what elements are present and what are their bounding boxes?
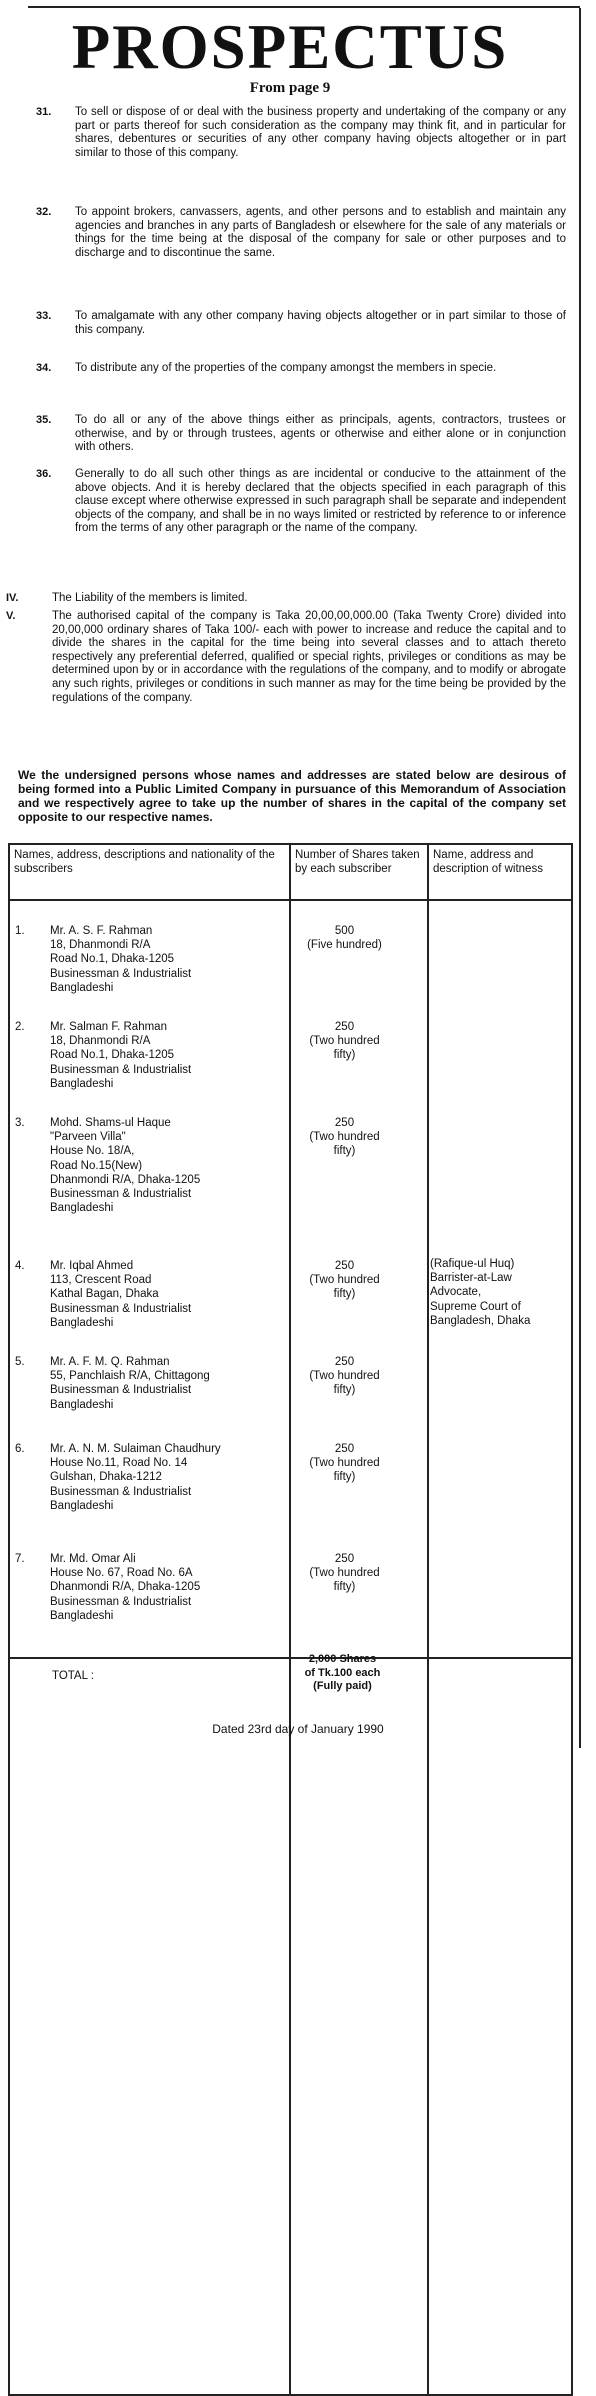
subscriber-line: Businessman & Industrialist: [50, 1485, 192, 1498]
clause-33: [36, 310, 566, 337]
clause-text: To appoint brokers, canvassers, agents, and other persons and to establish and maintain any agencies and branches in any parts of Bangladesh or elsewhere for the sale of any materials or things for the time being at the disposal of the company for sale or other purposes and to discharge and to discontinue the same.: [75, 206, 566, 259]
shares-line: 250: [334, 1553, 355, 1565]
clause-number: 31.: [36, 106, 52, 118]
subscriber-line: 18, Dhanmondi R/A: [50, 939, 151, 952]
subscriber-details: [50, 1552, 280, 1623]
clause-34: [36, 362, 566, 376]
shares-line: 250: [334, 1260, 355, 1272]
shares-line: 250: [334, 1021, 355, 1033]
clause-35: [36, 414, 566, 455]
clause-36: [36, 468, 566, 536]
shares-line: (Five hundred): [307, 939, 382, 952]
clause-31: [36, 106, 566, 160]
shares-line: (Two hundred: [309, 1274, 380, 1287]
shares-line: fifty): [333, 1581, 356, 1594]
clause-number: 35.: [36, 414, 52, 426]
total-line: (Fully paid): [313, 1680, 372, 1693]
subscriber-line: Businessman & Industrialist: [50, 1188, 192, 1201]
witness-line: Supreme Court of: [430, 1300, 521, 1313]
shares-taken: [288, 1020, 401, 1063]
subscriber-details: [50, 1020, 280, 1091]
shares-line: 250: [334, 1356, 355, 1368]
subscriber-line: House No. 67, Road No. 6A: [50, 1567, 193, 1580]
subscriber-line: Bangladeshi: [50, 1499, 114, 1512]
shares-taken: [288, 1552, 401, 1595]
subscriber-line: 55, Panchlaish R/A, Chittagong: [50, 1370, 210, 1383]
shares-line: fifty): [333, 1384, 356, 1397]
frame-top-rule: [28, 6, 580, 8]
subscriber-line: Road No.15(New): [50, 1159, 143, 1172]
subscriber-details: [50, 1116, 280, 1215]
shares-line: (Two hundred: [309, 1035, 380, 1048]
shares-taken: [288, 1355, 401, 1398]
clause-text: To sell or dispose of or deal with the business property and undertaking of the company or any part or parts thereof for such consideration as the company may think fit, and in particular for shares, debentures or securities of any other company having objects altogether or in part similar to those of this company.: [75, 106, 566, 159]
witness-details: [430, 1257, 575, 1328]
subscriber-line: 113, Crescent Road: [50, 1274, 152, 1287]
subscriber-line: Bangladeshi: [50, 1398, 114, 1411]
row-number: 2.: [15, 1021, 25, 1033]
subscriber-line: Bangladeshi: [50, 981, 114, 994]
subscriber-line: Kathal Bagan, Dhaka: [50, 1288, 159, 1301]
masthead-title: PROSPECTUS: [71, 12, 509, 82]
column-header-subscribers: Names, address, descriptions and nationality of the subscribers: [14, 849, 275, 875]
witness-line: Advocate,: [430, 1286, 482, 1299]
subscriber-line: Road No.1, Dhaka-1205: [50, 1049, 175, 1062]
subscriber-line: Bangladeshi: [50, 1202, 114, 1215]
row-number: 6.: [15, 1443, 25, 1455]
subscriber-line: Bangladeshi: [50, 1077, 114, 1090]
continuation-note: From page 9: [249, 80, 331, 96]
row-number: 4.: [15, 1260, 25, 1272]
shares-taken: [288, 1116, 401, 1159]
subscriber-line: Businessman & Industrialist: [50, 967, 192, 980]
clause-text: The authorised capital of the company is Taka 20,00,00,000.00 (Taka Twenty Crore) divided into 20,00,000 ordinary shares of Taka 100/- each with power to increase and reduce the capital and to divide the shares in the capital for the time being into several classes and to attach thereto respectively any preferential deferred, qualified or special rights, privileges or conditions as may be determined upon by or in accordance with the regulations of the company, and to modify or abrogate any such rights, privileges or conditions in such manner as may for the time being be provided by the regulations of the company.: [52, 610, 566, 704]
subscriber-line: Road No.1, Dhaka-1205: [50, 953, 175, 966]
subscriber-line: Businessman & Industrialist: [50, 1063, 192, 1076]
subscriber-line: "Parveen Villa": [50, 1131, 126, 1144]
shares-taken: [288, 1259, 401, 1302]
subscriber-line: Mr. Salman F. Rahman: [50, 1021, 167, 1033]
subscriber-details: [50, 1355, 280, 1412]
subscriber-line: Businessman & Industrialist: [50, 1302, 192, 1315]
subscriber-line: Dhanmondi R/A, Dhaka-1205: [50, 1173, 201, 1186]
subscribers-table: [8, 843, 573, 2396]
subscriber-line: Mr. A. N. M. Sulaiman Chaudhury: [50, 1443, 221, 1455]
row-number: 1.: [15, 925, 25, 937]
clause-text: To amalgamate with any other company having objects altogether or in part similar to those of this company.: [75, 310, 566, 336]
column-divider: [427, 845, 429, 2394]
subscriber-line: Gulshan, Dhaka-1212: [50, 1471, 162, 1484]
clause-number: IV.: [6, 592, 19, 604]
total-line: of Tk.100 each: [304, 1666, 381, 1679]
column-header-witness: Name, address and description of witness: [433, 849, 543, 875]
date-line: Dated 23rd day of January 1990: [212, 1722, 384, 1736]
clause-text: To distribute any of the properties of the company amongst the members in specie.: [75, 362, 497, 374]
subscriber-details: [50, 1259, 280, 1330]
header-rule: [10, 899, 571, 901]
clause-text: To do all or any of the above things either as principals, agents, contractors, trustees or otherwise, and by or through trustees, agents or otherwise and either alone or in conjunction with others.: [75, 414, 566, 454]
clause-number: 32.: [36, 206, 52, 218]
subscriber-line: Businessman & Industrialist: [50, 1384, 192, 1397]
total-label: TOTAL :: [52, 1670, 94, 1682]
subscriber-line: Mr. Iqbal Ahmed: [50, 1260, 134, 1272]
frame-right-rule: [579, 8, 581, 1748]
witness-line: (Rafique-ul Huq): [430, 1258, 515, 1270]
clause-number: 33.: [36, 310, 52, 322]
shares-line: 250: [334, 1117, 355, 1129]
subscriber-line: House No.11, Road No. 14: [50, 1457, 188, 1470]
subscriber-line: Mohd. Shams-ul Haque: [50, 1117, 171, 1129]
subscriber-line: Dhanmondi R/A, Dhaka-1205: [50, 1581, 201, 1594]
subscriber-line: Bangladeshi: [50, 1609, 114, 1622]
total-line: 2,000 Shares: [308, 1653, 377, 1665]
shares-line: 500: [334, 925, 355, 937]
shares-line: 250: [334, 1443, 355, 1455]
shares-line: fifty): [333, 1471, 356, 1484]
shares-line: fifty): [333, 1288, 356, 1301]
clause-text: The Liability of the members is limited.: [52, 592, 248, 604]
subscriber-line: House No. 18/A,: [50, 1145, 135, 1158]
clause-number: V.: [6, 610, 16, 622]
total-shares: [286, 1653, 399, 1694]
clause-v: [6, 610, 566, 705]
clause-number: 36.: [36, 468, 52, 480]
shares-line: (Two hundred: [309, 1567, 380, 1580]
row-number: 5.: [15, 1356, 25, 1368]
clause-number: 34.: [36, 362, 52, 374]
subscription-statement: We the undersigned persons whose names and addresses are stated below are desirous of being formed into a Public Limited Company in pursuance of this Memorandum of Association and we respectively agree to take up the number of shares in the capital of the company set opposite to our respective names.: [18, 768, 566, 824]
shares-taken: [288, 1442, 401, 1485]
clause-text: Generally to do all such other things as are incidental or conducive to the attainment of the above objects. And it is hereby declared that the objects specified in each paragraph of this clause except where otherwise expressed in such paragraph shall be separate and independent objects of the company, and shall be in no ways limited or restricted by reference to or inference from the terms of any other paragraph or the name of the company.: [75, 468, 566, 535]
clause-32: [36, 206, 566, 260]
shares-line: fifty): [333, 1049, 356, 1062]
subscriber-line: Mr. Md. Omar Ali: [50, 1553, 136, 1565]
shares-line: (Two hundred: [309, 1131, 380, 1144]
row-number: 7.: [15, 1553, 25, 1565]
column-header-shares: Number of Shares taken by each subscriber: [295, 849, 420, 875]
witness-line: Bangladesh, Dhaka: [430, 1314, 531, 1327]
witness-line: Barrister-at-Law: [430, 1272, 512, 1285]
subscriber-line: Mr. A. S. F. Rahman: [50, 925, 153, 937]
subscriber-line: Businessman & Industrialist: [50, 1595, 192, 1608]
column-divider: [289, 845, 291, 2394]
row-number: 3.: [15, 1117, 25, 1129]
shares-line: (Two hundred: [309, 1370, 380, 1383]
subscriber-details: [50, 924, 280, 995]
shares-taken: [288, 924, 401, 952]
shares-line: fifty): [333, 1145, 356, 1158]
subscriber-line: Mr. A. F. M. Q. Rahman: [50, 1356, 170, 1368]
subscriber-line: 18, Dhanmondi R/A: [50, 1035, 151, 1048]
shares-line: (Two hundred: [309, 1457, 380, 1470]
clause-iv: [6, 592, 566, 606]
subscriber-line: Bangladeshi: [50, 1316, 114, 1329]
subscriber-details: [50, 1442, 280, 1513]
